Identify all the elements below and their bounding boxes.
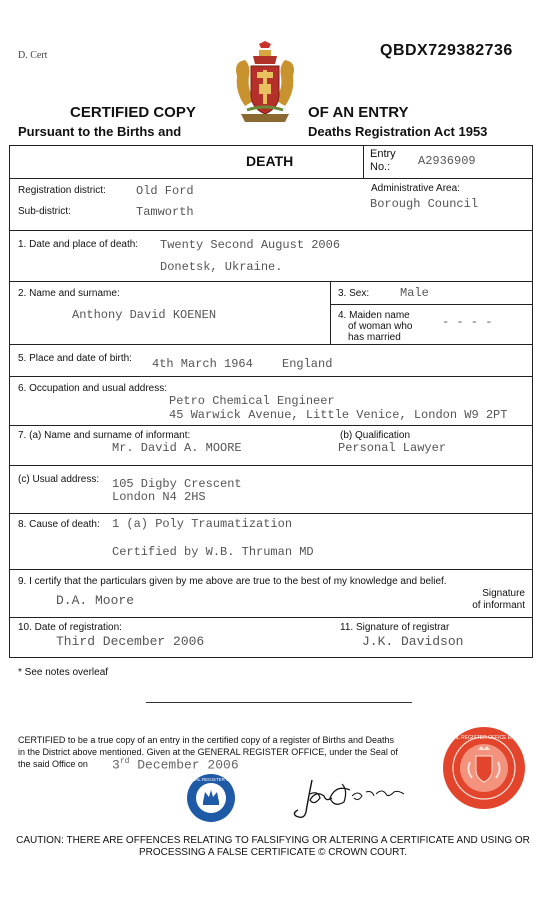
- title-left: CERTIFIED COPY: [70, 104, 196, 121]
- registration-district-value: Old Ford: [136, 184, 194, 198]
- form-code: D. Cert: [18, 50, 48, 61]
- sub-district-label: Sub-district:: [18, 206, 71, 217]
- field-11-value: J.K. Davidson: [362, 634, 464, 649]
- svg-text:GENERAL REGISTER OFFICE: GENERAL REGISTER OFFICE: [179, 777, 243, 782]
- administrative-area-label: Administrative Area:: [371, 183, 460, 194]
- subtitle-right: Deaths Registration Act 1953: [308, 124, 488, 139]
- field-7c-address-line2: London N4 2HS: [112, 490, 206, 504]
- field-11-label: 11. Signature of registrar: [340, 622, 450, 633]
- field-1-place: Donetsk, Ukraine.: [160, 260, 283, 274]
- field-6-occupation: Petro Chemical Engineer: [169, 394, 335, 408]
- subtitle-left: Pursuant to the Births and: [18, 124, 182, 139]
- registration-district-label: Registration district:: [18, 185, 106, 196]
- certified-statement: CERTIFIED to be a true copy of an entry in the certified copy of a register of Births and Deaths in the District above mentioned. Given at the GENERAL REGISTER OFFICE, under the Seal of the said Office on: [18, 735, 398, 769]
- field-5-place: England: [282, 357, 333, 371]
- field-3-value: Male: [400, 286, 429, 300]
- field-9-value: D.A. Moore: [56, 593, 135, 608]
- serial-number: QBDX729382736: [380, 42, 513, 59]
- field-2-value: Anthony David KOENEN: [72, 308, 217, 322]
- field-2-label: 2. Name and surname:: [18, 288, 120, 299]
- field-5-label: 5. Place and date of birth:: [18, 353, 132, 364]
- field-7c-label: (c) Usual address:: [18, 474, 100, 485]
- field-7c-address-line1: 105 Digby Crescent: [112, 477, 242, 491]
- sub-district-value: Tamworth: [136, 205, 194, 219]
- field-3-label: 3. Sex:: [338, 288, 370, 299]
- caution-notice: CAUTION: THERE ARE OFFENCES RELATING TO FALSIFYING OR ALTERING A CERTIFICATE AND USING OR PROCESSING A FALSE CERTIFICATE © CROWN COURT.: [16, 835, 530, 858]
- red-gro-seal-icon: [436, 726, 532, 810]
- certified-date: 3rd December 2006: [112, 757, 239, 773]
- field-8-cause: 1 (a) Poly Traumatization: [112, 517, 293, 531]
- entry-no-value: A2936909: [418, 154, 476, 168]
- notes-overleaf: * See notes overleaf: [18, 667, 109, 678]
- field-9-label: 9. I certify that the particulars given by me above are true to the best of my knowledge and belief.: [18, 576, 447, 587]
- field-7-label: 7. (a) Name and surname of informant:: [18, 430, 191, 441]
- divider: [146, 702, 412, 703]
- field-7-value: Mr. David A. MOORE: [112, 441, 242, 455]
- signature-of-informant-label: Signature of informant: [472, 588, 525, 611]
- registrar-signature: [290, 770, 410, 825]
- field-10-label: 10. Date of registration:: [18, 622, 122, 633]
- field-7b-value: Personal Lawyer: [338, 441, 447, 455]
- field-4-value: - - - -: [442, 315, 493, 329]
- field-7b-label: (b) Qualification: [340, 430, 411, 441]
- entry-no-label: Entry No.:: [370, 148, 396, 173]
- field-10-value: Third December 2006: [56, 634, 205, 649]
- title-right: OF AN ENTRY: [308, 104, 409, 121]
- royal-crest-icon: [233, 40, 297, 126]
- field-6-label: 6. Occupation and usual address:: [18, 383, 167, 394]
- field-6-address: 45 Warwick Avenue, Little Venice, London W9 2PT: [169, 408, 508, 422]
- field-4-label: 4. Maiden name of woman who has married: [338, 310, 413, 343]
- field-8-label: 8. Cause of death:: [18, 519, 100, 530]
- field-1-label: 1. Date and place of death:: [18, 239, 139, 250]
- field-1-date: Twenty Second August 2006: [160, 238, 341, 252]
- field-5-date: 4th March 1964: [152, 357, 253, 371]
- field-8-certified: Certified by W.B. Thruman MD: [112, 545, 314, 559]
- entry-type: DEATH: [246, 153, 294, 169]
- administrative-area-value: Borough Council: [370, 197, 479, 211]
- svg-text:GENERAL REGISTER OFFICE ENGLAN: GENERAL REGISTER OFFICE ENGLAND: [436, 735, 532, 741]
- blue-gro-seal-icon: [179, 773, 243, 823]
